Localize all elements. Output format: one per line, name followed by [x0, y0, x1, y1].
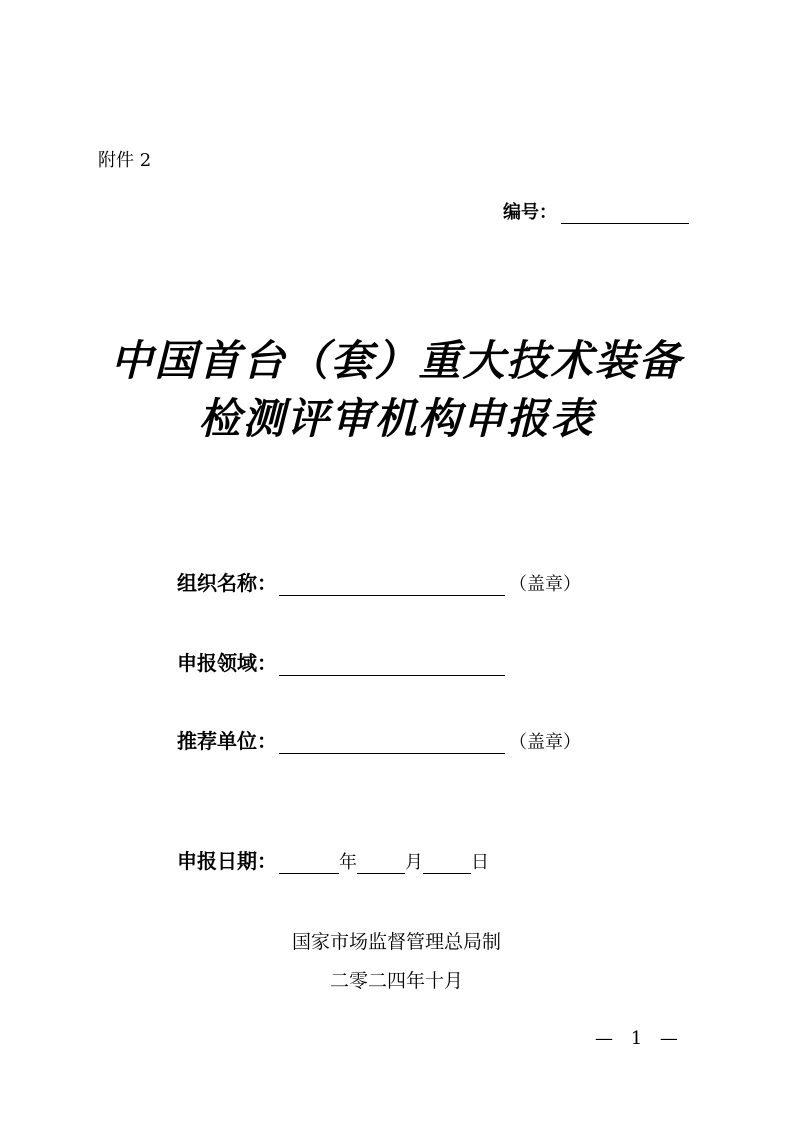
- recommender-stamp-note: （盖章）: [509, 732, 581, 753]
- org-name-blank[interactable]: [279, 573, 505, 596]
- domain-field: [177, 647, 505, 676]
- issuer: 国家市场监督管理总局制: [291, 931, 501, 953]
- recommender-blank[interactable]: [279, 731, 505, 754]
- recommender-label: 推荐单位：: [177, 729, 277, 753]
- attachment-label: 附件 2: [98, 150, 152, 171]
- serial-number-label: 编号：: [503, 202, 557, 223]
- month-unit: 月: [405, 852, 423, 873]
- date-label: 申报日期：: [177, 849, 277, 873]
- year-unit: 年: [339, 852, 357, 873]
- document-title-line1: 中国首台（套）重大技术装备: [110, 336, 683, 385]
- domain-label: 申报领域：: [177, 651, 277, 675]
- serial-number-blank[interactable]: [561, 203, 689, 224]
- day-unit: 日: [471, 852, 489, 873]
- page-number: — 1 —: [595, 1028, 684, 1049]
- org-name-label: 组织名称：: [177, 571, 277, 595]
- day-blank[interactable]: [423, 851, 471, 874]
- org-name-field: [177, 567, 581, 596]
- serial-number-field: [503, 198, 689, 224]
- issue-date: 二零二四年十月: [329, 970, 463, 992]
- year-blank[interactable]: [279, 851, 339, 874]
- org-name-stamp-note: （盖章）: [509, 574, 581, 595]
- month-blank[interactable]: [357, 851, 405, 874]
- domain-blank[interactable]: [279, 653, 505, 676]
- document-title-line2: 检测评审机构申报表: [198, 394, 595, 443]
- date-field: [177, 845, 489, 874]
- recommender-field: [177, 725, 581, 754]
